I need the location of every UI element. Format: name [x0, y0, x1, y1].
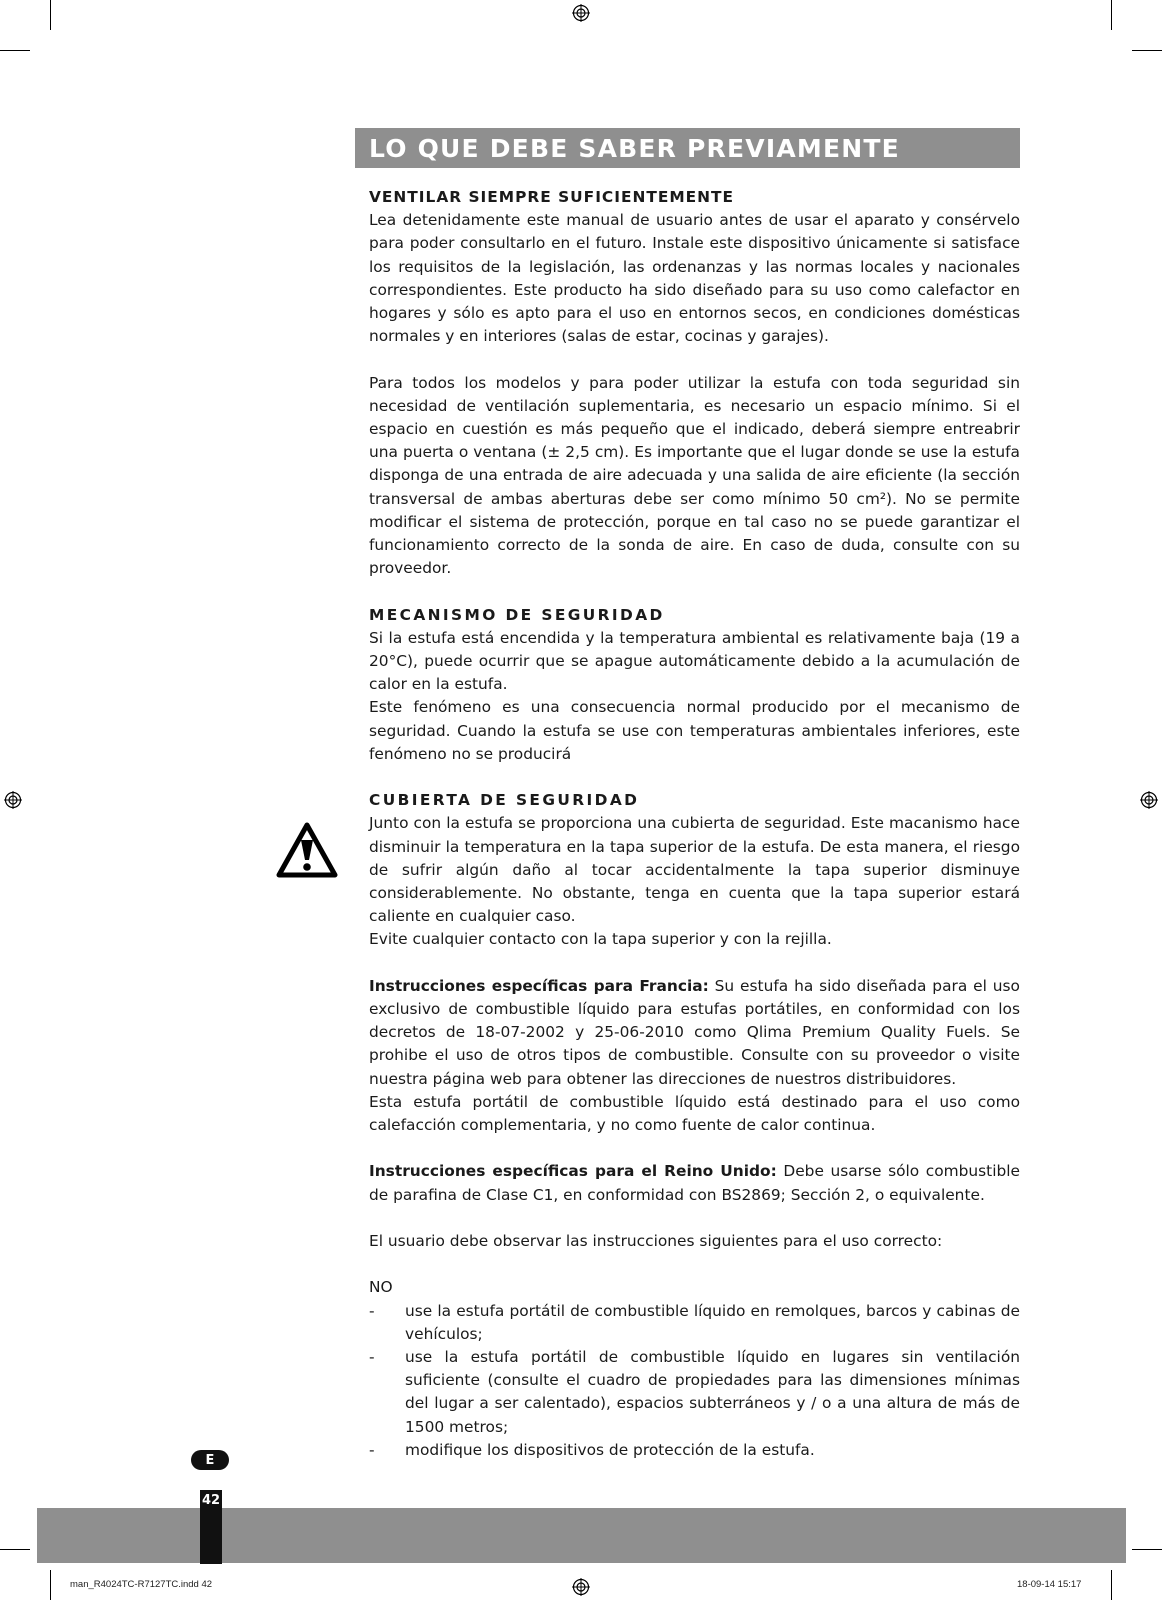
crop-mark	[50, 0, 51, 30]
list-heading: NO	[369, 1278, 393, 1297]
paragraph: Este fenómeno es una consecuencia normal producido por el mecanismo de seguridad. Cuando la estufa se use con temperaturas ambientales inferiores, este fenómeno no se producirá	[369, 698, 1020, 763]
section-heading: VENTILAR SIEMPRE SUFICIENTEMENTE	[369, 188, 735, 206]
date-slug: 18-09-14 15:17	[1017, 1579, 1082, 1590]
list-bullet: -	[369, 1301, 375, 1320]
crop-mark	[1132, 50, 1162, 51]
paragraph: El usuario debe observar las instrucciones siguientes para el uso correcto:	[369, 1232, 943, 1251]
page-title: LO QUE DEBE SABER PREVIAMENTE	[369, 133, 900, 163]
registration-mark-icon	[572, 1578, 590, 1596]
warning-triangle-icon	[276, 822, 338, 878]
crop-mark	[1111, 1570, 1112, 1600]
list-item	[369, 1439, 1020, 1462]
inline-label: Instrucciones específicas para Francia:	[369, 976, 709, 995]
list-item	[369, 1300, 1020, 1346]
paragraph: Esta estufa portátil de combustible líquido está destinado para el uso como calefacción complementaria, y no como fuente de calor continua.	[369, 1092, 1020, 1135]
list-bullet: -	[369, 1440, 375, 1459]
file-slug: man_R4024TC-R7127TC.indd 42	[70, 1579, 213, 1590]
paragraph	[369, 1160, 1020, 1206]
paragraph: Junto con la estufa se proporciona una cubierta de seguridad. Este macanismo hace disminuir la temperatura en la tapa superior de la estufa. De esta manera, el riesgo de sufrir algún daño al tocar accidentalmente la tapa superior disminuye considerablemente. No obstante, tenga en cuenta que la tapa superior estará caliente en cualquier caso.	[369, 814, 1020, 926]
crop-mark	[1111, 0, 1112, 30]
list-bullet: -	[369, 1348, 375, 1367]
crop-mark	[0, 50, 30, 51]
paragraph: Lea detenidamente este manual de usuario antes de usar el aparato y consérvelo para poder consultarlo en el futuro. Instale este dispositivo únicamente si satisface los requisitos de la legislación, las ordenanzas y las normas locales y nacionales correspondientes. Este producto ha sido diseñado para su uso como calefactor en hogares y sólo es apto para el uso en entornos secos, en condiciones domésticas normales y en interiores (salas de estar, cocinas y garajes).	[369, 211, 1020, 346]
crop-mark	[50, 1570, 51, 1600]
paragraph: Para todos los modelos y para poder utilizar la estufa con toda seguridad sin necesidad de ventilación suplementaria, es necesario un espacio mínimo. Si el espacio en cuestión es más pequeño que el indicado, deberá siempre entreabrir una puerta o ventana (± 2,5 cm). Es importante que el lugar donde se use la estufa disponga de una entrada de aire adecuada y una salida de aire eficiente (la sección transversal de ambas aberturas debe ser como mínimo 50 cm²). No se permite modificar el sistema de protección, porque en tal caso no se puede garantizar el funcionamiento correcto de la sonda de aire. En caso de duda, consulte con su proveedor.	[369, 373, 1020, 578]
paragraph	[369, 975, 1020, 1091]
list-item-text: use la estufa portátil de combustible líquido en lugares sin ventilación suficiente (consulte el cuadro de propiedades para las dimensiones mínimas del lugar a ser calentado), espacios subterráneos y / o a una altura de más de 1500 metros;	[405, 1348, 1020, 1436]
section-heading: MECANISMO DE SEGURIDAD	[369, 605, 665, 624]
crop-mark	[0, 1549, 30, 1550]
list-item-text: use la estufa portátil de combustible líquido en remolques, barcos y cabinas de vehículos;	[405, 1301, 1020, 1343]
inline-text: Su estufa ha sido diseñada para el uso exclusivo de combustible líquido para estufas portátiles, en conformidad con los decretos de 18-07-2002 y 25-06-2010 como Qlima Premium Quality Fuels. Se prohibe el uso de otros tipos de combustible. Consulte con su proveedor o visite nuestra página web para obtener las direcciones de nuestros distribuidores.	[369, 976, 1020, 1088]
page-number: 42	[201, 1493, 221, 1508]
paragraph: Evite cualquier contacto con la tapa superior y con la rejilla.	[369, 930, 832, 949]
inline-label: Instrucciones específicas para el Reino Unido:	[369, 1162, 777, 1181]
list-item-text: modifique los dispositivos de protección de la estufa.	[405, 1440, 815, 1459]
section-heading: CUBIERTA DE SEGURIDAD	[369, 791, 640, 810]
language-badge: E	[191, 1450, 229, 1470]
list-item	[369, 1346, 1020, 1439]
inline-text: Debe usarse sólo combustible de parafina de Clase C1, en conformidad con BS2869; Sección 2, o equivalente.	[369, 1162, 1021, 1204]
crop-mark	[1132, 1549, 1162, 1550]
registration-mark-icon	[4, 791, 22, 809]
body-text	[369, 186, 1020, 1462]
registration-mark-icon	[572, 4, 590, 22]
page-title-bar	[355, 128, 1020, 168]
paragraph: Si la estufa está encendida y la temperatura ambiental es relativamente baja (19 a 20°C), puede ocurrir que se apague automáticamente debido a la acumulación de calor en la estufa.	[369, 628, 1020, 694]
registration-mark-icon	[1140, 791, 1158, 809]
